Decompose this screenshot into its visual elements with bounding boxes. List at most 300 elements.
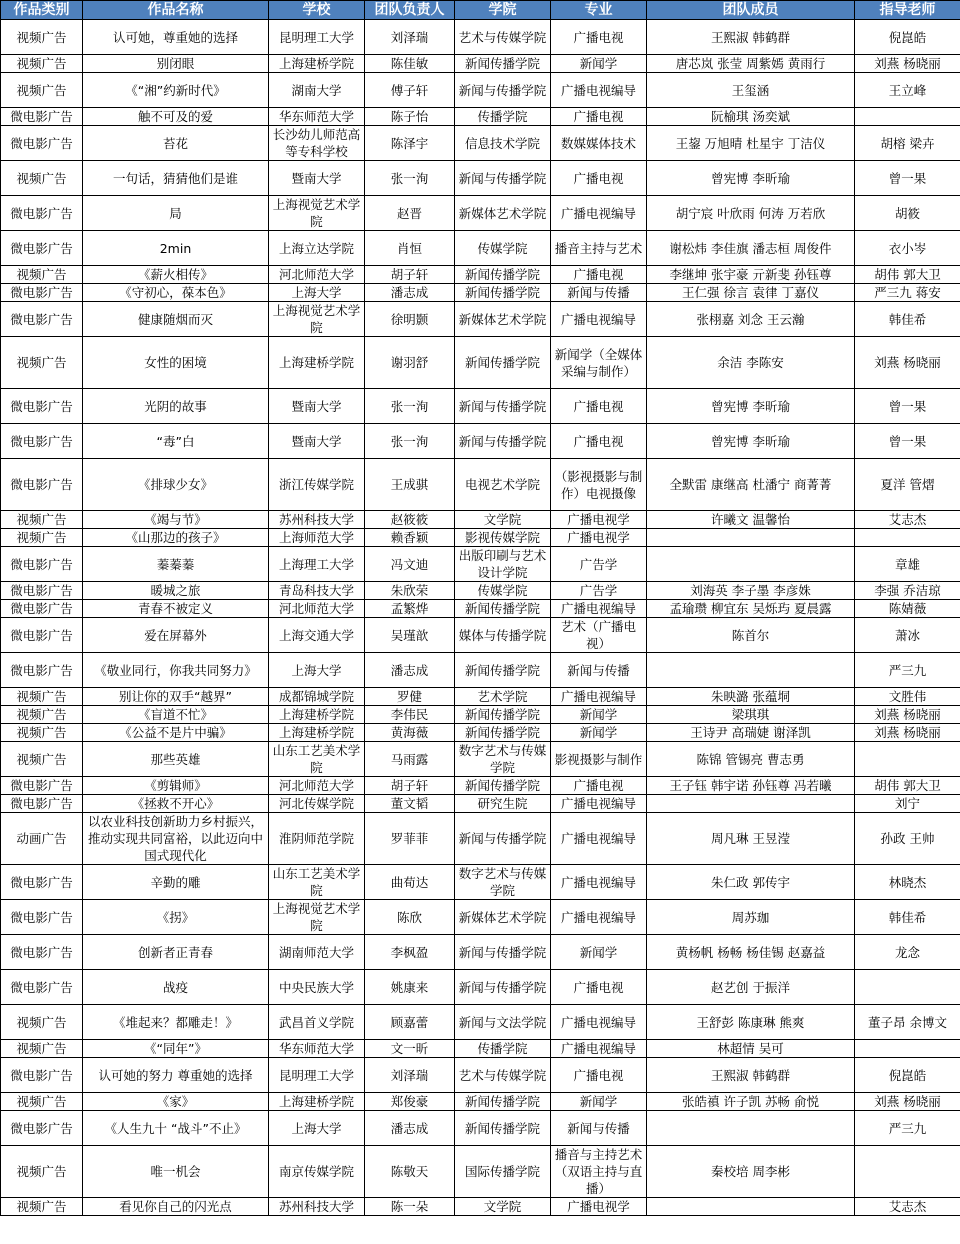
cell-title: 那些英雄	[83, 742, 269, 777]
table-row	[1, 55, 960, 73]
cell-advisor: 韩佳希	[855, 900, 960, 935]
cell-advisor	[855, 108, 960, 126]
cell-category: 动画广告	[1, 813, 83, 865]
column-header-school: 学校	[269, 1, 365, 20]
cell-leader: 潘志成	[365, 653, 455, 688]
cell-major: 广播电视编导	[551, 1040, 647, 1058]
cell-leader: 冯文迪	[365, 547, 455, 582]
cell-category: 视频广告	[1, 1005, 83, 1040]
cell-leader: 陈一朵	[365, 1198, 455, 1216]
cell-members: 许曦文 温馨怡	[647, 511, 855, 529]
cell-college: 新闻与传播学院	[455, 161, 551, 196]
cell-college: 新闻传播学院	[455, 777, 551, 795]
cell-advisor: 林晓杰	[855, 865, 960, 900]
cell-school: 上海理工大学	[269, 547, 365, 582]
cell-school: 暨南大学	[269, 389, 365, 424]
cell-college: 艺术学院	[455, 688, 551, 706]
cell-leader: 赖香颖	[365, 529, 455, 547]
cell-advisor: 严三九	[855, 653, 960, 688]
cell-major: 广播电视编导	[551, 865, 647, 900]
table-row	[1, 742, 960, 777]
cell-major: 广播电视编导	[551, 302, 647, 337]
column-header-college: 学院	[455, 1, 551, 20]
table-row	[1, 1146, 960, 1198]
cell-leader: 姚康来	[365, 970, 455, 1005]
cell-leader: 郑俊豪	[365, 1093, 455, 1111]
table-row	[1, 724, 960, 742]
cell-college: 数字艺术与传媒学院	[455, 865, 551, 900]
cell-major: 新闻学	[551, 55, 647, 73]
cell-advisor: 艾志杰	[855, 511, 960, 529]
table-row	[1, 108, 960, 126]
cell-major: 广播电视	[551, 970, 647, 1005]
cell-title: “毒”白	[83, 424, 269, 459]
cell-members	[647, 1111, 855, 1146]
cell-advisor: 孙政 王帅	[855, 813, 960, 865]
cell-members: 朱映潞 张蕴垌	[647, 688, 855, 706]
cell-school: 华东师范大学	[269, 1040, 365, 1058]
table-row	[1, 529, 960, 547]
cell-school: 武昌首义学院	[269, 1005, 365, 1040]
cell-leader: 文一昕	[365, 1040, 455, 1058]
cell-advisor: 章雄	[855, 547, 960, 582]
table-row	[1, 706, 960, 724]
cell-major: 广播电视	[551, 1058, 647, 1093]
cell-category: 微电影广告	[1, 900, 83, 935]
cell-college: 信息技术学院	[455, 126, 551, 161]
cell-major: 广播电视	[551, 108, 647, 126]
table-row	[1, 302, 960, 337]
cell-school: 河北师范大学	[269, 266, 365, 284]
cell-leader: 傅子轩	[365, 73, 455, 108]
table-row	[1, 73, 960, 108]
cell-college: 文学院	[455, 511, 551, 529]
cell-title: 健康随烟而灭	[83, 302, 269, 337]
cell-major: 广播电视	[551, 161, 647, 196]
cell-members: 黄杨帆 杨畅 杨佳锡 赵嘉益	[647, 935, 855, 970]
cell-title: 局	[83, 196, 269, 231]
cell-major: 新闻学	[551, 706, 647, 724]
cell-major: 影视摄影与制作	[551, 742, 647, 777]
cell-leader: 张一洵	[365, 389, 455, 424]
cell-major: （影视摄影与制作）电视摄像	[551, 459, 647, 511]
table-row	[1, 1058, 960, 1093]
cell-major: 新闻学	[551, 935, 647, 970]
cell-college: 新闻与传播学院	[455, 935, 551, 970]
cell-leader: 顾嘉蕾	[365, 1005, 455, 1040]
cell-college: 新闻传播学院	[455, 337, 551, 389]
cell-leader: 董文韬	[365, 795, 455, 813]
cell-leader: 罗菲菲	[365, 813, 455, 865]
cell-college: 出版印刷与艺术设计学院	[455, 547, 551, 582]
cell-title: 苔花	[83, 126, 269, 161]
cell-members: 胡宁宸 叶欣雨 何涛 万若欣	[647, 196, 855, 231]
cell-school: 上海建桥学院	[269, 1093, 365, 1111]
cell-category: 微电影广告	[1, 547, 83, 582]
cell-leader: 赵晋	[365, 196, 455, 231]
table-row	[1, 1111, 960, 1146]
table-row	[1, 424, 960, 459]
table-row	[1, 284, 960, 302]
cell-leader: 谢羽舒	[365, 337, 455, 389]
cell-college: 影视传媒学院	[455, 529, 551, 547]
cell-title: 暖城之旅	[83, 582, 269, 600]
cell-title: 认可她，尊重她的选择	[83, 20, 269, 55]
cell-major: 广播电视	[551, 424, 647, 459]
cell-school: 山东工艺美术学院	[269, 865, 365, 900]
cell-title: 《拯救不开心》	[83, 795, 269, 813]
column-header-title: 作品名称	[83, 1, 269, 20]
column-header-category: 作品类别	[1, 1, 83, 20]
cell-title: 爱在屏幕外	[83, 618, 269, 653]
cell-advisor: 衣小岑	[855, 231, 960, 266]
cell-title: 以农业科技创新助力乡村振兴，推动实现共同富裕，以此迈向中国式现代化	[83, 813, 269, 865]
cell-members: 王诗尹 高瑞婕 谢泽凯	[647, 724, 855, 742]
cell-members	[647, 795, 855, 813]
cell-major: 广播电视	[551, 20, 647, 55]
cell-leader: 李枫盈	[365, 935, 455, 970]
cell-members: 谢松炜 李佳旗 潘志桓 周俊件	[647, 231, 855, 266]
cell-advisor: 倪崑皓	[855, 20, 960, 55]
cell-leader: 王成骐	[365, 459, 455, 511]
cell-title: 别让你的双手“越界”	[83, 688, 269, 706]
cell-advisor: 刘燕 杨晓丽	[855, 337, 960, 389]
table-row	[1, 865, 960, 900]
cell-members: 阮榆琪 汤奕斌	[647, 108, 855, 126]
cell-school: 湖南师范大学	[269, 935, 365, 970]
table-row	[1, 266, 960, 284]
cell-college: 新闻与传播学院	[455, 389, 551, 424]
cell-major: 广播电视编导	[551, 196, 647, 231]
cell-school: 淮阴师范学院	[269, 813, 365, 865]
cell-major: 广播电视	[551, 266, 647, 284]
cell-college: 新媒体艺术学院	[455, 196, 551, 231]
cell-members: 周苏珈	[647, 900, 855, 935]
cell-college: 电视艺术学院	[455, 459, 551, 511]
cell-leader: 张一洵	[365, 161, 455, 196]
cell-school: 河北传媒学院	[269, 795, 365, 813]
cell-school: 昆明理工大学	[269, 1058, 365, 1093]
table-row	[1, 1040, 960, 1058]
cell-title: 女性的困境	[83, 337, 269, 389]
cell-college: 新闻与传播学院	[455, 424, 551, 459]
cell-title: 《“湘”约新时代》	[83, 73, 269, 108]
cell-major: 广播电视	[551, 389, 647, 424]
cell-leader: 曲荀达	[365, 865, 455, 900]
cell-title: 创新者正青春	[83, 935, 269, 970]
cell-leader: 刘泽瑞	[365, 1058, 455, 1093]
table-row	[1, 126, 960, 161]
cell-college: 新闻与文法学院	[455, 1005, 551, 1040]
table-row	[1, 795, 960, 813]
cell-advisor	[855, 529, 960, 547]
cell-category: 微电影广告	[1, 1058, 83, 1093]
cell-category: 视频广告	[1, 337, 83, 389]
cell-category: 微电影广告	[1, 459, 83, 511]
cell-college: 国际传播学院	[455, 1146, 551, 1198]
table-row	[1, 459, 960, 511]
cell-category: 微电影广告	[1, 795, 83, 813]
cell-major: 广播电视编导	[551, 813, 647, 865]
cell-college: 新闻传播学院	[455, 724, 551, 742]
cell-advisor: 刘燕 杨晓丽	[855, 724, 960, 742]
cell-members: 孟瑜瓒 柳宜东 吴烁玙 夏晨露	[647, 600, 855, 618]
cell-leader: 黄海薇	[365, 724, 455, 742]
cell-members: 梁琪琪	[647, 706, 855, 724]
table-row	[1, 231, 960, 266]
cell-members	[647, 529, 855, 547]
cell-members: 余洁 李陈安	[647, 337, 855, 389]
cell-advisor: 王立峰	[855, 73, 960, 108]
cell-members: 王鋆 万旭晴 杜星宇 丁洁仪	[647, 126, 855, 161]
cell-major: 数媒媒体技术	[551, 126, 647, 161]
cell-title: 光阴的故事	[83, 389, 269, 424]
cell-major: 广播电视学	[551, 529, 647, 547]
cell-major: 广播电视编导	[551, 73, 647, 108]
cell-category: 微电影广告	[1, 126, 83, 161]
cell-college: 艺术与传媒学院	[455, 1058, 551, 1093]
cell-leader: 肖恒	[365, 231, 455, 266]
cell-school: 上海交通大学	[269, 618, 365, 653]
cell-members: 秦校培 周李彬	[647, 1146, 855, 1198]
cell-leader: 李伟民	[365, 706, 455, 724]
cell-school: 上海建桥学院	[269, 706, 365, 724]
cell-school: 上海视觉艺术学院	[269, 900, 365, 935]
cell-college: 新闻传播学院	[455, 55, 551, 73]
cell-leader: 陈佳敏	[365, 55, 455, 73]
cell-school: 河北师范大学	[269, 600, 365, 618]
cell-members	[647, 653, 855, 688]
cell-college: 新闻传播学院	[455, 284, 551, 302]
cell-school: 上海大学	[269, 1111, 365, 1146]
cell-major: 新闻与传播	[551, 284, 647, 302]
cell-school: 上海师范大学	[269, 529, 365, 547]
cell-school: 暨南大学	[269, 161, 365, 196]
cell-advisor: 董子昂 余博文	[855, 1005, 960, 1040]
cell-leader: 马雨露	[365, 742, 455, 777]
cell-advisor: 胡伟 郭大卫	[855, 777, 960, 795]
cell-leader: 赵筱筱	[365, 511, 455, 529]
cell-advisor	[855, 742, 960, 777]
cell-title: 别闭眼	[83, 55, 269, 73]
cell-leader: 陈敬天	[365, 1146, 455, 1198]
cell-members: 张栩嘉 刘念 王云瀚	[647, 302, 855, 337]
cell-school: 苏州科技大学	[269, 1198, 365, 1216]
cell-title: 《敬业同行，你我共同努力》	[83, 653, 269, 688]
cell-members: 王玺涵	[647, 73, 855, 108]
cell-title: 《山那边的孩子》	[83, 529, 269, 547]
cell-members: 陈锦 管锡亮 曹志勇	[647, 742, 855, 777]
cell-school: 上海大学	[269, 284, 365, 302]
cell-category: 微电影广告	[1, 618, 83, 653]
cell-category: 视频广告	[1, 1198, 83, 1216]
cell-school: 上海立达学院	[269, 231, 365, 266]
cell-advisor: 胡筱	[855, 196, 960, 231]
column-header-major: 专业	[551, 1, 647, 20]
cell-college: 新闻与传播学院	[455, 73, 551, 108]
table-row	[1, 600, 960, 618]
cell-members: 曾宪博 李昕瑜	[647, 161, 855, 196]
cell-category: 视频广告	[1, 1040, 83, 1058]
cell-title: 看见你自己的闪光点	[83, 1198, 269, 1216]
cell-major: 艺术（广播电视）	[551, 618, 647, 653]
cell-members: 朱仁政 郭传宇	[647, 865, 855, 900]
cell-members: 王舒彭 陈康琳 熊爽	[647, 1005, 855, 1040]
cell-advisor: 刘燕 杨晓丽	[855, 1093, 960, 1111]
cell-advisor: 文胜伟	[855, 688, 960, 706]
cell-title: 《拐》	[83, 900, 269, 935]
cell-leader: 潘志成	[365, 284, 455, 302]
table-row	[1, 777, 960, 795]
cell-title: 蓁蓁蓁	[83, 547, 269, 582]
cell-advisor: 李强 乔洁琼	[855, 582, 960, 600]
table-row	[1, 653, 960, 688]
cell-advisor: 倪崑皓	[855, 1058, 960, 1093]
cell-category: 微电影广告	[1, 389, 83, 424]
cell-college: 新媒体艺术学院	[455, 302, 551, 337]
table-row	[1, 20, 960, 55]
column-header-leader: 团队负责人	[365, 1, 455, 20]
cell-college: 传媒学院	[455, 231, 551, 266]
table-row	[1, 970, 960, 1005]
cell-major: 播音与主持艺术（双语主持与直播）	[551, 1146, 647, 1198]
cell-major: 新闻学（全媒体采编与制作）	[551, 337, 647, 389]
cell-members: 曾宪博 李昕瑜	[647, 424, 855, 459]
cell-major: 广告学	[551, 582, 647, 600]
cell-school: 上海建桥学院	[269, 337, 365, 389]
cell-title: 认可她的努力 尊重她的选择	[83, 1058, 269, 1093]
cell-title: 触不可及的爱	[83, 108, 269, 126]
table-row	[1, 935, 960, 970]
cell-leader: 孟繁烨	[365, 600, 455, 618]
table-row	[1, 389, 960, 424]
cell-category: 微电影广告	[1, 302, 83, 337]
cell-major: 广播电视学	[551, 511, 647, 529]
cell-advisor: 陈婧薇	[855, 600, 960, 618]
cell-college: 传播学院	[455, 1040, 551, 1058]
cell-category: 视频广告	[1, 73, 83, 108]
cell-college: 新媒体艺术学院	[455, 900, 551, 935]
cell-category: 微电影广告	[1, 108, 83, 126]
cell-college: 艺术与传媒学院	[455, 20, 551, 55]
cell-category: 微电影广告	[1, 284, 83, 302]
cell-members: 赵艺创 于振洋	[647, 970, 855, 1005]
cell-advisor	[855, 970, 960, 1005]
cell-advisor: 韩佳希	[855, 302, 960, 337]
cell-major: 播音主持与艺术	[551, 231, 647, 266]
cell-college: 新闻传播学院	[455, 266, 551, 284]
cell-title: 辛勤的雕	[83, 865, 269, 900]
cell-school: 湖南大学	[269, 73, 365, 108]
cell-title: 《竭与节》	[83, 511, 269, 529]
table-row	[1, 511, 960, 529]
cell-title: 《人生九十 “战斗”不止》	[83, 1111, 269, 1146]
cell-members: 周凡琳 王昱滢	[647, 813, 855, 865]
cell-major: 广播电视编导	[551, 795, 647, 813]
cell-major: 广播电视编导	[551, 600, 647, 618]
cell-title: 《守初心，葆本色》	[83, 284, 269, 302]
cell-major: 新闻学	[551, 724, 647, 742]
cell-school: 青岛科技大学	[269, 582, 365, 600]
cell-school: 华东师范大学	[269, 108, 365, 126]
cell-title: 《公益不是片中骗》	[83, 724, 269, 742]
cell-members: 李继坤 张宇豪 亓新斐 孙钰尊	[647, 266, 855, 284]
cell-advisor: 刘宁	[855, 795, 960, 813]
cell-members: 王子钰 韩宇诺 孙钰尊 冯若曦	[647, 777, 855, 795]
cell-category: 视频广告	[1, 742, 83, 777]
cell-school: 中央民族大学	[269, 970, 365, 1005]
cell-school: 苏州科技大学	[269, 511, 365, 529]
cell-members: 陈首尔	[647, 618, 855, 653]
cell-leader: 陈子怡	[365, 108, 455, 126]
cell-category: 微电影广告	[1, 424, 83, 459]
table-row	[1, 1093, 960, 1111]
cell-school: 河北师范大学	[269, 777, 365, 795]
cell-advisor	[855, 1040, 960, 1058]
table-row	[1, 337, 960, 389]
cell-college: 新闻传播学院	[455, 706, 551, 724]
cell-title: 唯一机会	[83, 1146, 269, 1198]
cell-title: 《盲道不忙》	[83, 706, 269, 724]
cell-members: 林超情 吴可	[647, 1040, 855, 1058]
cell-school: 浙江传媒学院	[269, 459, 365, 511]
cell-school: 昆明理工大学	[269, 20, 365, 55]
cell-advisor: 萧冰	[855, 618, 960, 653]
cell-leader: 张一洵	[365, 424, 455, 459]
table-row	[1, 813, 960, 865]
cell-members: 刘海英 李子墨 李彦姝	[647, 582, 855, 600]
cell-school: 南京传媒学院	[269, 1146, 365, 1198]
cell-category: 微电影广告	[1, 196, 83, 231]
cell-title: 青春不被定义	[83, 600, 269, 618]
cell-school: 上海视觉艺术学院	[269, 302, 365, 337]
cell-leader: 吴瑾歆	[365, 618, 455, 653]
cell-advisor: 艾志杰	[855, 1198, 960, 1216]
cell-category: 微电影广告	[1, 231, 83, 266]
cell-category: 微电影广告	[1, 865, 83, 900]
cell-school: 长沙幼儿师范高等专科学校	[269, 126, 365, 161]
cell-category: 视频广告	[1, 1146, 83, 1198]
cell-category: 视频广告	[1, 688, 83, 706]
cell-advisor: 曾一果	[855, 389, 960, 424]
table-row	[1, 547, 960, 582]
cell-college: 传媒学院	[455, 582, 551, 600]
cell-major: 广播电视编导	[551, 688, 647, 706]
cell-leader: 刘泽瑞	[365, 20, 455, 55]
cell-advisor: 胡榕 梁卉	[855, 126, 960, 161]
cell-category: 微电影广告	[1, 653, 83, 688]
cell-college: 数字艺术与传媒学院	[455, 742, 551, 777]
cell-members: 唐芯岚 张莹 周紫嫣 黄雨行	[647, 55, 855, 73]
cell-college: 媒体与传播学院	[455, 618, 551, 653]
cell-advisor: 曾一果	[855, 161, 960, 196]
cell-leader: 罗健	[365, 688, 455, 706]
column-header-members: 团队成员	[647, 1, 855, 20]
cell-major: 新闻与传播	[551, 653, 647, 688]
cell-members: 王熙淑 韩鹤群	[647, 1058, 855, 1093]
cell-major: 新闻与传播	[551, 1111, 647, 1146]
cell-advisor: 严三九 蒋安	[855, 284, 960, 302]
table-row	[1, 582, 960, 600]
cell-school: 上海大学	[269, 653, 365, 688]
cell-category: 视频广告	[1, 55, 83, 73]
cell-college: 新闻传播学院	[455, 1093, 551, 1111]
cell-college: 传播学院	[455, 108, 551, 126]
table-row	[1, 1005, 960, 1040]
cell-school: 上海建桥学院	[269, 55, 365, 73]
cell-advisor	[855, 1146, 960, 1198]
cell-major: 新闻学	[551, 1093, 647, 1111]
